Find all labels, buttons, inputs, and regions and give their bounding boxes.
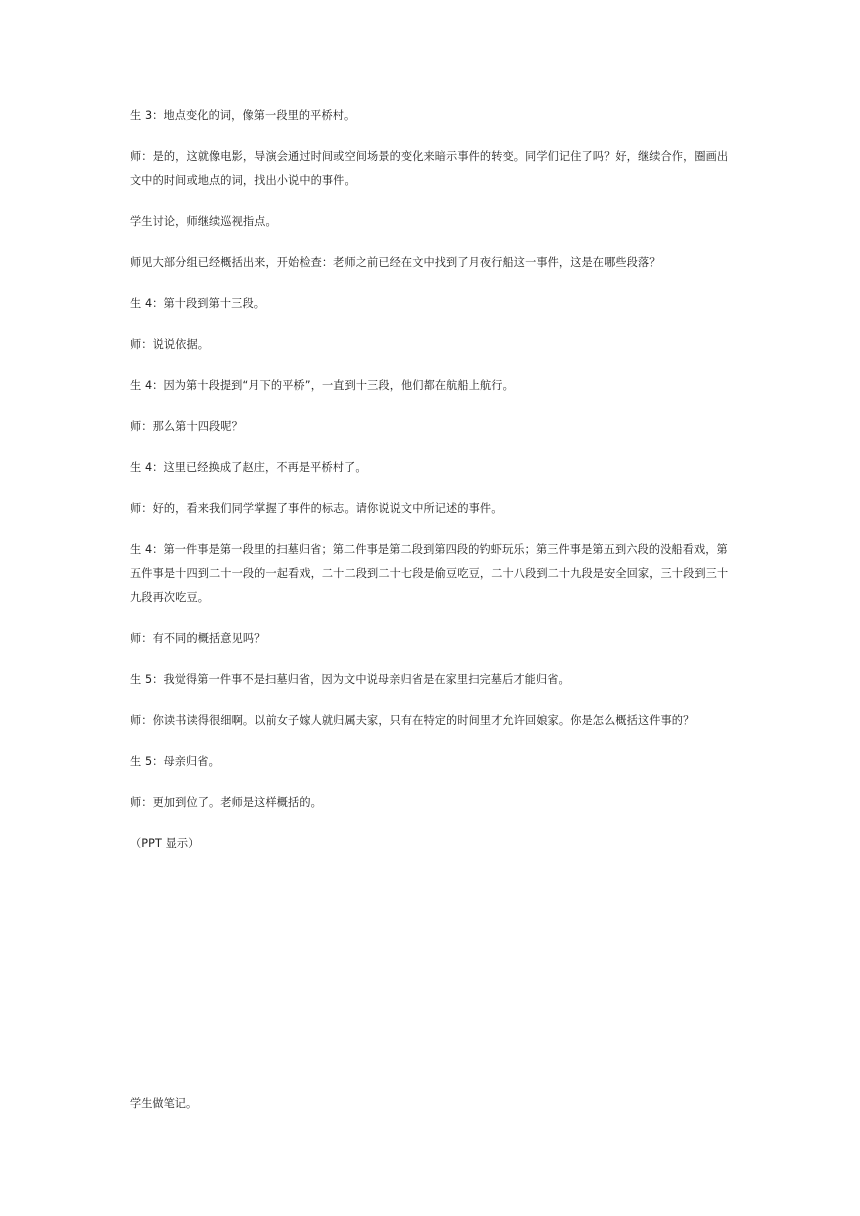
paragraph: 师见大部分组已经概括出来，开始检查：老师之前已经在文中找到了月夜行船这一事件，这是在哪些段落？	[130, 256, 661, 269]
paragraph: 师：有不同的概括意见吗？	[130, 632, 266, 645]
closing-paragraph: 学生做笔记。	[130, 1097, 198, 1110]
paragraph: （PPT 显示）	[130, 837, 200, 850]
paragraph: 生 4：第十段到第十三段。	[130, 297, 266, 310]
paragraph: 师：那么第十四段呢？	[130, 420, 243, 433]
paragraph: 生 4：这里已经换成了赵庄，不再是平桥村了。	[130, 461, 367, 474]
paragraph: 生 5：母亲归省。	[130, 755, 220, 768]
paragraph: 师：说说依据。	[130, 338, 210, 351]
paragraph: 生 5：我觉得第一件事不是扫墓归省，因为文中说母亲归省是在家里扫完墓后才能归省。	[130, 673, 570, 686]
document-body	[130, 104, 734, 873]
paragraph: 生 4：因为第十段提到“月下的平桥”，一直到十三段，他们都在航船上航行。	[130, 379, 514, 392]
paragraph: 师：是的，这就像电影，导演会通过时间或空间场景的变化来暗示事件的转变。同学们记住了吗？好，继续合作，圈画出文中的时间或地点的词，找出小说中的事件。	[130, 150, 729, 187]
paragraph: 生 4：第一件事是第一段里的扫墓归省；第二件事是第二段到第四段的钓虾玩乐；第三件事是第五到六段的没船看戏，第五件事是十四到二十一段的一起看戏，二十二段到二十七段是偷豆吃豆，二十八段到二十九段是安全回家，三十段到三十九段再次吃豆。	[130, 543, 729, 604]
paragraph: 师：你读书读得很细啊。以前女子嫁人就归属夫家，只有在特定的时间里才允许回娘家。你是怎么概括这件事的？	[130, 714, 695, 727]
paragraph: 学生讨论，师继续巡视指点。	[130, 215, 277, 228]
paragraph: 生 3：地点变化的词，像第一段里的平桥村。	[130, 109, 356, 122]
paragraph: 师：更加到位了。老师是这样概括的。	[130, 796, 322, 809]
paragraph: 师：好的，看来我们同学掌握了事件的标志。请你说说文中所记述的事件。	[130, 502, 503, 515]
